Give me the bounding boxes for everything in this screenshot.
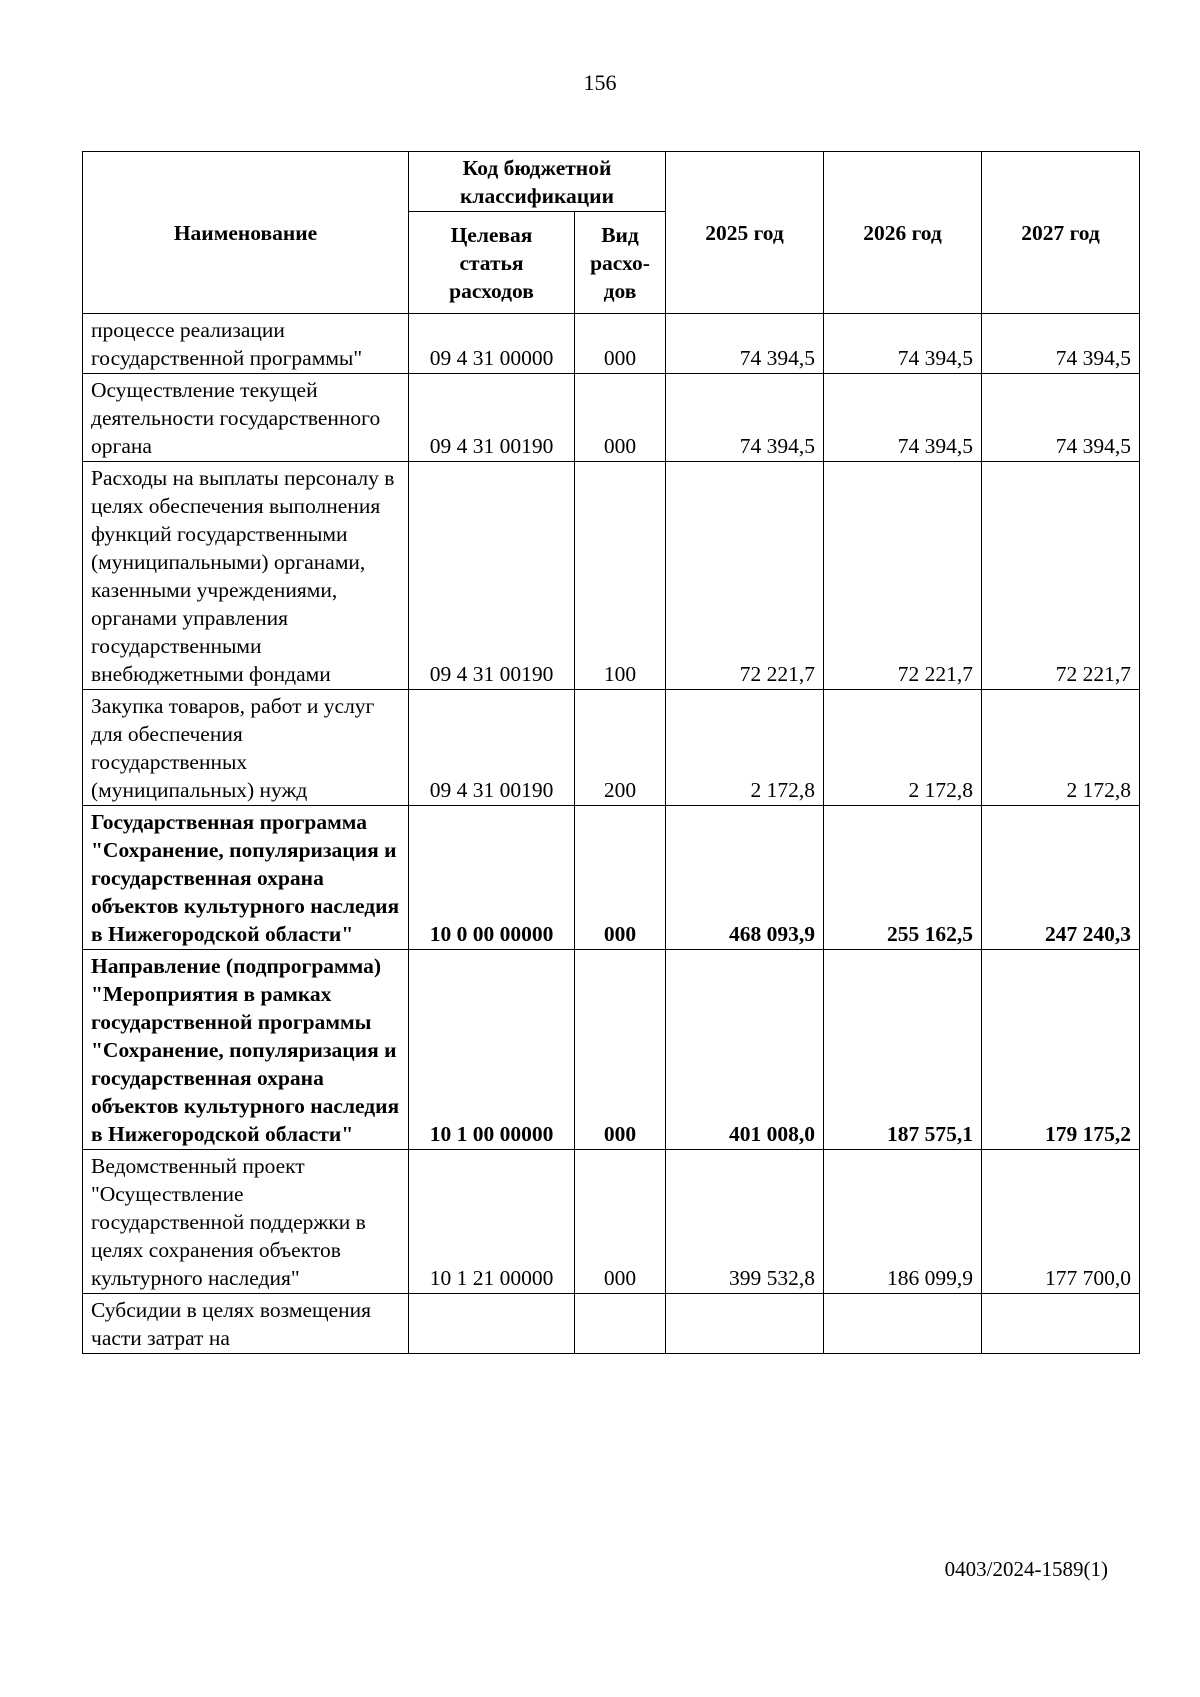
- header-expense-type: Вид расхо-дов: [575, 212, 666, 314]
- table-row: [83, 950, 1140, 1150]
- row-expense-type-cell: [575, 1294, 666, 1354]
- row-name-cell: Осуществление текущей деятельности государственного органа: [83, 374, 409, 462]
- row-target-article-cell: 09 4 31 00190: [409, 374, 575, 462]
- row-expense-type-cell: 100: [575, 462, 666, 690]
- row-value-2026-cell: 74 394,5: [824, 314, 982, 374]
- row-value-2026-cell: 186 099,9: [824, 1150, 982, 1294]
- table-body: [83, 314, 1140, 1354]
- row-expense-type-cell: 200: [575, 690, 666, 806]
- row-value-2027-cell: 247 240,3: [982, 806, 1140, 950]
- row-value-2025-cell: [666, 1294, 824, 1354]
- row-value-2027-cell: 179 175,2: [982, 950, 1140, 1150]
- row-name-cell: Направление (подпрограмма) "Мероприятия в рамках государственной программы "Сохранение, популяризация и государственная охрана объектов культурного наследия в Нижегородской области": [83, 950, 409, 1150]
- header-year-2025: 2025 год: [666, 152, 824, 314]
- row-value-2025-cell: 74 394,5: [666, 374, 824, 462]
- table-row: [83, 690, 1140, 806]
- page-number: 156: [583, 70, 617, 95]
- row-value-2026-cell: [824, 1294, 982, 1354]
- row-value-2026-cell: 74 394,5: [824, 374, 982, 462]
- row-name-cell: Ведомственный проект "Осуществление государственной поддержки в целях сохранения объектов культурного наследия": [83, 1150, 409, 1294]
- row-target-article-cell: 10 0 00 00000: [409, 806, 575, 950]
- row-expense-type-cell: 000: [575, 314, 666, 374]
- row-expense-type-cell: 000: [575, 374, 666, 462]
- table-row: [83, 806, 1140, 950]
- row-name-cell: Государственная программа "Сохранение, популяризация и государственная охрана объектов культурного наследия в Нижегородской области": [83, 806, 409, 950]
- table-row: [83, 462, 1140, 690]
- table-row: [83, 1150, 1140, 1294]
- row-name-cell: Расходы на выплаты персоналу в целях обеспечения выполнения функций государственными (муниципальными) органами, казенными учреждениями, органами управления государственными внебюджетными фондами: [83, 462, 409, 690]
- row-target-article-cell: 09 4 31 00000: [409, 314, 575, 374]
- row-value-2027-cell: 177 700,0: [982, 1150, 1140, 1294]
- row-name-cell: процессе реализации государственной программы": [83, 314, 409, 374]
- header-budget-code-group: Код бюджетной классификации: [409, 152, 666, 212]
- header-target-article: Целевая статья расходов: [409, 212, 575, 314]
- header-name: Наименование: [83, 152, 409, 314]
- row-expense-type-cell: 000: [575, 806, 666, 950]
- row-value-2025-cell: 72 221,7: [666, 462, 824, 690]
- row-target-article-cell: 09 4 31 00190: [409, 690, 575, 806]
- table-row: [83, 314, 1140, 374]
- row-value-2027-cell: 74 394,5: [982, 314, 1140, 374]
- row-target-article-cell: 10 1 00 00000: [409, 950, 575, 1150]
- row-value-2025-cell: 468 093,9: [666, 806, 824, 950]
- row-target-article-cell: 10 1 21 00000: [409, 1150, 575, 1294]
- table-row: [83, 374, 1140, 462]
- row-name-cell: Закупка товаров, работ и услуг для обеспечения государственных (муниципальных) нужд: [83, 690, 409, 806]
- row-value-2025-cell: 399 532,8: [666, 1150, 824, 1294]
- row-value-2026-cell: 187 575,1: [824, 950, 982, 1150]
- table-row: [83, 1294, 1140, 1354]
- row-expense-type-cell: 000: [575, 950, 666, 1150]
- budget-table: [82, 151, 1140, 1354]
- header-year-2027: 2027 год: [982, 152, 1140, 314]
- row-value-2027-cell: 72 221,7: [982, 462, 1140, 690]
- document-code: 0403/2024-1589(1): [944, 1557, 1108, 1581]
- row-target-article-cell: [409, 1294, 575, 1354]
- row-value-2027-cell: 74 394,5: [982, 374, 1140, 462]
- row-value-2026-cell: 2 172,8: [824, 690, 982, 806]
- row-value-2027-cell: 2 172,8: [982, 690, 1140, 806]
- row-target-article-cell: 09 4 31 00190: [409, 462, 575, 690]
- row-value-2025-cell: 74 394,5: [666, 314, 824, 374]
- row-value-2027-cell: [982, 1294, 1140, 1354]
- row-expense-type-cell: 000: [575, 1150, 666, 1294]
- row-value-2026-cell: 72 221,7: [824, 462, 982, 690]
- row-value-2025-cell: 401 008,0: [666, 950, 824, 1150]
- row-value-2026-cell: 255 162,5: [824, 806, 982, 950]
- header-year-2026: 2026 год: [824, 152, 982, 314]
- row-name-cell: Субсидии в целях возмещения части затрат на: [83, 1294, 409, 1354]
- row-value-2025-cell: 2 172,8: [666, 690, 824, 806]
